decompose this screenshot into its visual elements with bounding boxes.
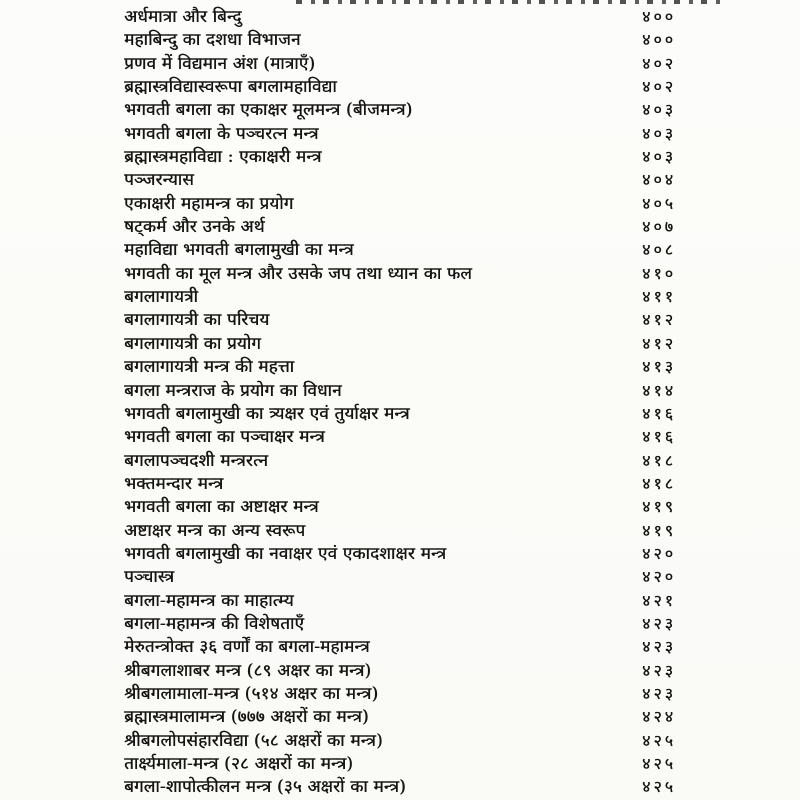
- toc-entry-page: ४१८: [642, 473, 676, 493]
- toc-row: [0, 285, 800, 308]
- toc-entry-title: बगला मन्त्रराज के प्रयोग का विधान: [124, 380, 342, 401]
- toc-entry-page: ४१२: [642, 310, 676, 330]
- toc-entry-title: बगलापञ्चदशी मन्त्ररत्न: [124, 450, 269, 471]
- toc-row: [0, 705, 800, 728]
- toc-entry-title: बगला-शापोत्कीलन मन्त्र (३५ अक्षरों का मन्त्र): [124, 777, 406, 798]
- toc-entry-page: ४०७: [642, 217, 676, 237]
- toc-entry-title: भगवती बगला का पञ्चाक्षर मन्त्र: [124, 427, 325, 448]
- toc-entry-page: ४०३: [642, 123, 676, 143]
- toc-row: [0, 145, 800, 168]
- toc-row: [0, 752, 800, 775]
- toc-entry-page: ४२३: [642, 683, 676, 703]
- toc-entry-title: बगलागायत्री का प्रयोग: [124, 333, 262, 354]
- toc-entry-page: ४०८: [642, 240, 676, 260]
- toc-entry-title: भगवती बगलामुखी का त्र्यक्षर एवं तुर्याक्षर मन्त्र: [124, 403, 410, 424]
- toc-entry-page: ४१९: [642, 520, 676, 540]
- toc-entry-page: ४२५: [642, 730, 676, 750]
- toc-entry-page: ४०५: [642, 193, 676, 213]
- toc-entry-title: बगला-महामन्त्र की विशेषताएँ: [124, 613, 305, 634]
- toc-row: [0, 519, 800, 542]
- toc-entry-page: ४१४: [642, 380, 676, 400]
- toc-entry-title: ब्रह्मास्त्रविद्यास्वरूपा बगलामहाविद्या: [124, 77, 337, 98]
- toc-row: [0, 215, 800, 238]
- toc-entry-page: ४०४: [642, 170, 676, 190]
- toc-row: [0, 262, 800, 285]
- toc-entry-title: ब्रह्मास्त्रमहाविद्या : एकाक्षरी मन्त्र: [124, 147, 322, 168]
- toc-entry-title: श्रीबगलाशाबर मन्त्र (८९ अक्षर का मन्त्र): [124, 660, 372, 681]
- toc-row: [0, 168, 800, 191]
- toc-entry-page: ४०२: [642, 77, 676, 97]
- toc-entry-title: श्रीबगलामाला-मन्त्र (५१४ अक्षर का मन्त्र): [124, 683, 379, 704]
- toc-entry-title: श्रीबगलोपसंहारविद्या (५८ अक्षरों का मन्त्र): [124, 730, 383, 751]
- toc-entry-page: ४१३: [642, 357, 676, 377]
- toc-entry-page: ४१६: [642, 427, 676, 447]
- toc-entry-page: ४२५: [642, 754, 676, 773]
- toc-entry-title: भगवती बगलामुखी का नवाक्षर एवं एकादशाक्षर मन्त्र: [124, 543, 447, 564]
- toc-row: [0, 729, 800, 752]
- toc-entry-page: ४१६: [642, 403, 676, 423]
- toc-entry-page: ४२३: [642, 660, 676, 680]
- toc-row: [0, 659, 800, 682]
- toc-entry-page: ४११: [642, 287, 676, 307]
- toc-entry-title: पञ्चास्त्र: [124, 567, 175, 588]
- toc-row: [0, 472, 800, 495]
- toc-row: [0, 635, 800, 658]
- toc-entry-page: ४०३: [642, 100, 676, 120]
- toc-entry-title: पञ्जरन्यास: [124, 170, 194, 191]
- cropped-text-line-artifact: [296, 0, 724, 4]
- toc-row: [0, 449, 800, 472]
- toc-row: [0, 379, 800, 402]
- toc-row: [0, 425, 800, 448]
- toc-entry-title: भगवती बगला के पञ्चरत्न मन्त्र: [124, 123, 319, 144]
- toc-entry-page: ४२४: [642, 707, 676, 727]
- toc-entry-page: ४२१: [642, 590, 676, 610]
- toc-row: [0, 682, 800, 705]
- toc-row: [0, 75, 800, 98]
- toc-row: [0, 192, 800, 215]
- toc-entry-page: ४२३: [642, 613, 676, 633]
- toc-row: [0, 355, 800, 378]
- toc-entry-page: ४२०: [642, 543, 676, 563]
- toc-row: [0, 775, 800, 798]
- toc-entry-title: अष्टाक्षर मन्त्र का अन्य स्वरूप: [124, 520, 306, 541]
- toc-row: [0, 565, 800, 588]
- toc-entry-page: ४००: [642, 7, 676, 26]
- toc-entry-title: बगलागायत्री मन्त्र की महत्ता: [124, 357, 295, 378]
- toc-list: [0, 5, 800, 799]
- toc-row: [0, 589, 800, 612]
- toc-entry-page: ४१९: [642, 497, 676, 517]
- toc-entry-title: भगवती का मूल मन्त्र और उसके जप तथा ध्यान का फल: [124, 263, 472, 284]
- toc-row: [0, 52, 800, 75]
- toc-entry-page: ४०३: [642, 147, 676, 167]
- toc-entry-page: ४१०: [642, 263, 676, 283]
- toc-row: [0, 238, 800, 261]
- toc-entry-title: बगलागायत्री: [124, 287, 199, 308]
- toc-entry-title: ब्रह्मास्त्रमालामन्त्र (७७७ अक्षरों का मन्त्र): [124, 707, 369, 728]
- toc-row: [0, 495, 800, 518]
- toc-entry-title: बगलागायत्री का परिचय: [124, 310, 270, 331]
- toc-entry-page: ४२३: [642, 637, 676, 657]
- toc-entry-title: प्रणव में विद्यमान अंश (मात्राएँ): [124, 53, 316, 74]
- toc-entry-title: मेरुतन्त्रोक्त ३६ वर्णों का बगला-महामन्त्र: [124, 637, 370, 658]
- toc-entry-page: ४१२: [642, 333, 676, 353]
- toc-row: [0, 402, 800, 425]
- toc-entry-title: बगला-महामन्त्र का माहात्म्य: [124, 590, 294, 611]
- toc-row: [0, 122, 800, 145]
- toc-row: [0, 332, 800, 355]
- toc-entry-title: भक्तमन्दार मन्त्र: [124, 473, 224, 494]
- toc-entry-title: एकाक्षरी महामन्त्र का प्रयोग: [124, 193, 294, 214]
- toc-entry-title: षट्कर्म और उनके अर्थ: [124, 217, 265, 238]
- toc-row: [0, 612, 800, 635]
- toc-entry-title: महाविद्या भगवती बगलामुखी का मन्त्र: [124, 240, 354, 261]
- toc-row: [0, 308, 800, 331]
- toc-entry-title: अर्धमात्रा और बिन्दु: [124, 7, 242, 27]
- toc-row: [0, 98, 800, 121]
- toc-row: [0, 542, 800, 565]
- toc-entry-title: महाबिन्दु का दशधा विभाजन: [124, 30, 301, 51]
- toc-row: [0, 28, 800, 51]
- toc-entry-page: ४२५: [642, 777, 676, 797]
- toc-entry-title: भगवती बगला का एकाक्षर मूलमन्त्र (बीजमन्त्र): [124, 100, 413, 121]
- toc-entry-page: ४०२: [642, 53, 676, 73]
- toc-entry-page: ४००: [642, 30, 676, 50]
- toc-row: [0, 5, 800, 28]
- toc-entry-page: ४१८: [642, 450, 676, 470]
- toc-entry-title: तार्क्ष्यमाला-मन्त्र (२८ अक्षरों का मन्त्र): [124, 754, 354, 774]
- toc-entry-page: ४२०: [642, 567, 676, 587]
- toc-entry-title: भगवती बगला का अष्टाक्षर मन्त्र: [124, 497, 319, 518]
